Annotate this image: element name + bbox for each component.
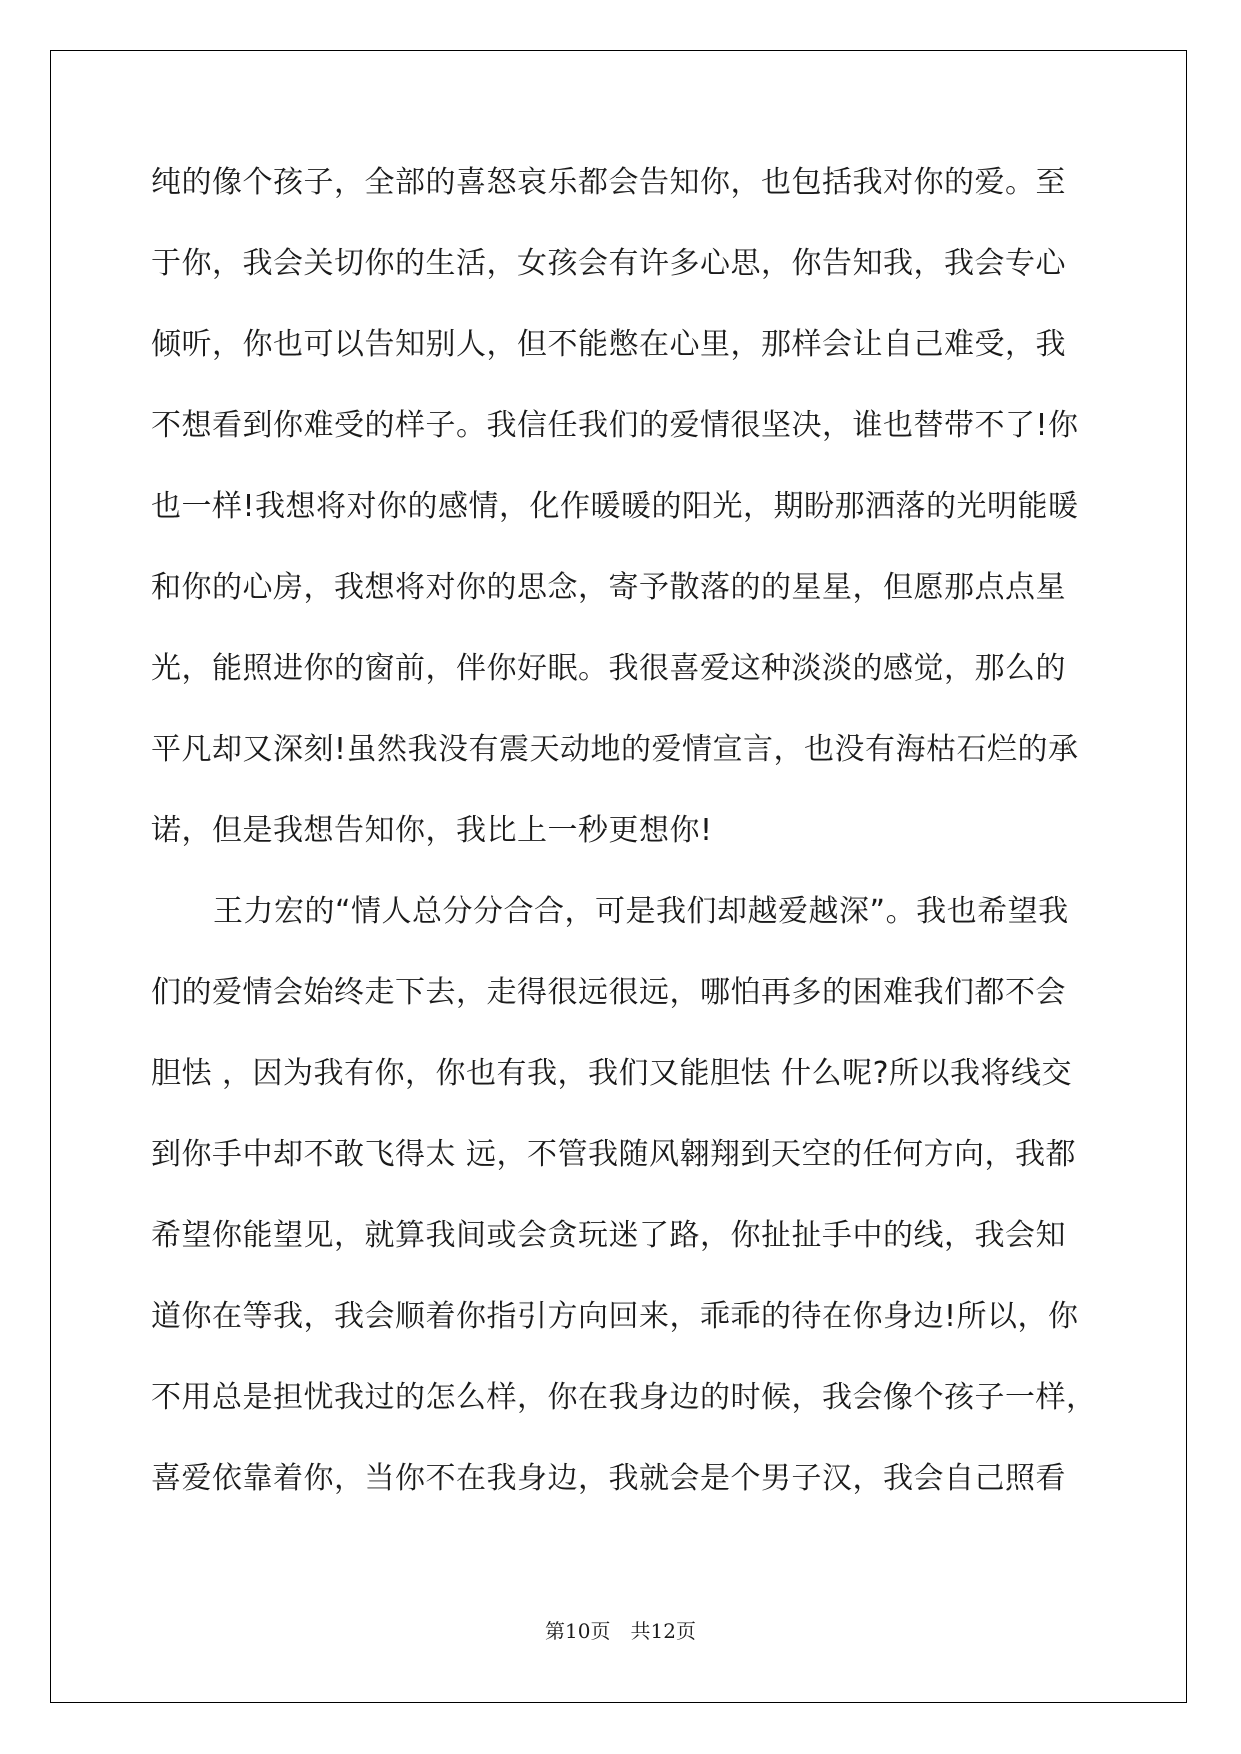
text-line: 和你的心房，我想将对你的思念，寄予散落的的星星，但愿那点点星 bbox=[151, 570, 1066, 605]
text-line: 也一样!我想将对你的感情，化作暖暖的阳光，期盼那洒落的光明能暖 bbox=[151, 489, 1079, 524]
text-line: 希望你能望见，就算我间或会贪玩迷了路，你扯扯手中的线，我会知 bbox=[151, 1218, 1066, 1253]
text-line: 们的爱情会始终走下去，走得很远很远，哪怕再多的困难我们都不会 bbox=[151, 975, 1066, 1010]
page-footer: 第10页 共12页 bbox=[545, 1619, 696, 1643]
text-line: 光，能照进你的窗前，伴你好眠。我很喜爱这种淡淡的感觉，那么的 bbox=[151, 651, 1066, 686]
text-line: 于你，我会关切你的生活，女孩会有许多心思，你告知我，我会专心 bbox=[151, 246, 1066, 281]
text-line: 诺，但是我想告知你，我比上一秒更想你! bbox=[151, 813, 713, 848]
text-line: 不用总是担忧我过的怎么样，你在我身边的时候，我会像个孩子一样， bbox=[151, 1380, 1097, 1415]
text-line: 到你手中却不敢飞得太 远，不管我随风翱翔到天空的任何方向，我都 bbox=[151, 1137, 1077, 1172]
body-text bbox=[151, 162, 1097, 1539]
text-line: 倾听，你也可以告知别人，但不能憋在心里，那样会让自己难受，我 bbox=[151, 327, 1066, 362]
text-line: 平凡却又深刻!虽然我没有震天动地的爱情宣言，也没有海枯石烂的承 bbox=[151, 732, 1079, 767]
text-line: 胆怯 ，因为我有你，你也有我，我们又能胆怯 什么呢?所以我将线交 bbox=[151, 1056, 1072, 1091]
text-line: 喜爱依靠着你，当你不在我身边，我就会是个男子汉，我会自己照看 bbox=[151, 1461, 1066, 1496]
paragraph-start-line: 王力宏的“情人总分分合合，可是我们却越爱越深”。我也希望我 bbox=[213, 894, 1069, 929]
text-line: 道你在等我，我会顺着你指引方向回来，乖乖的待在你身边!所以，你 bbox=[151, 1299, 1079, 1334]
text-line: 不想看到你难受的样子。我信任我们的爱情很坚决，谁也替带不了!你 bbox=[151, 408, 1079, 443]
text-line: 纯的像个孩子，全部的喜怒哀乐都会告知你，也包括我对你的爱。至 bbox=[151, 165, 1066, 200]
